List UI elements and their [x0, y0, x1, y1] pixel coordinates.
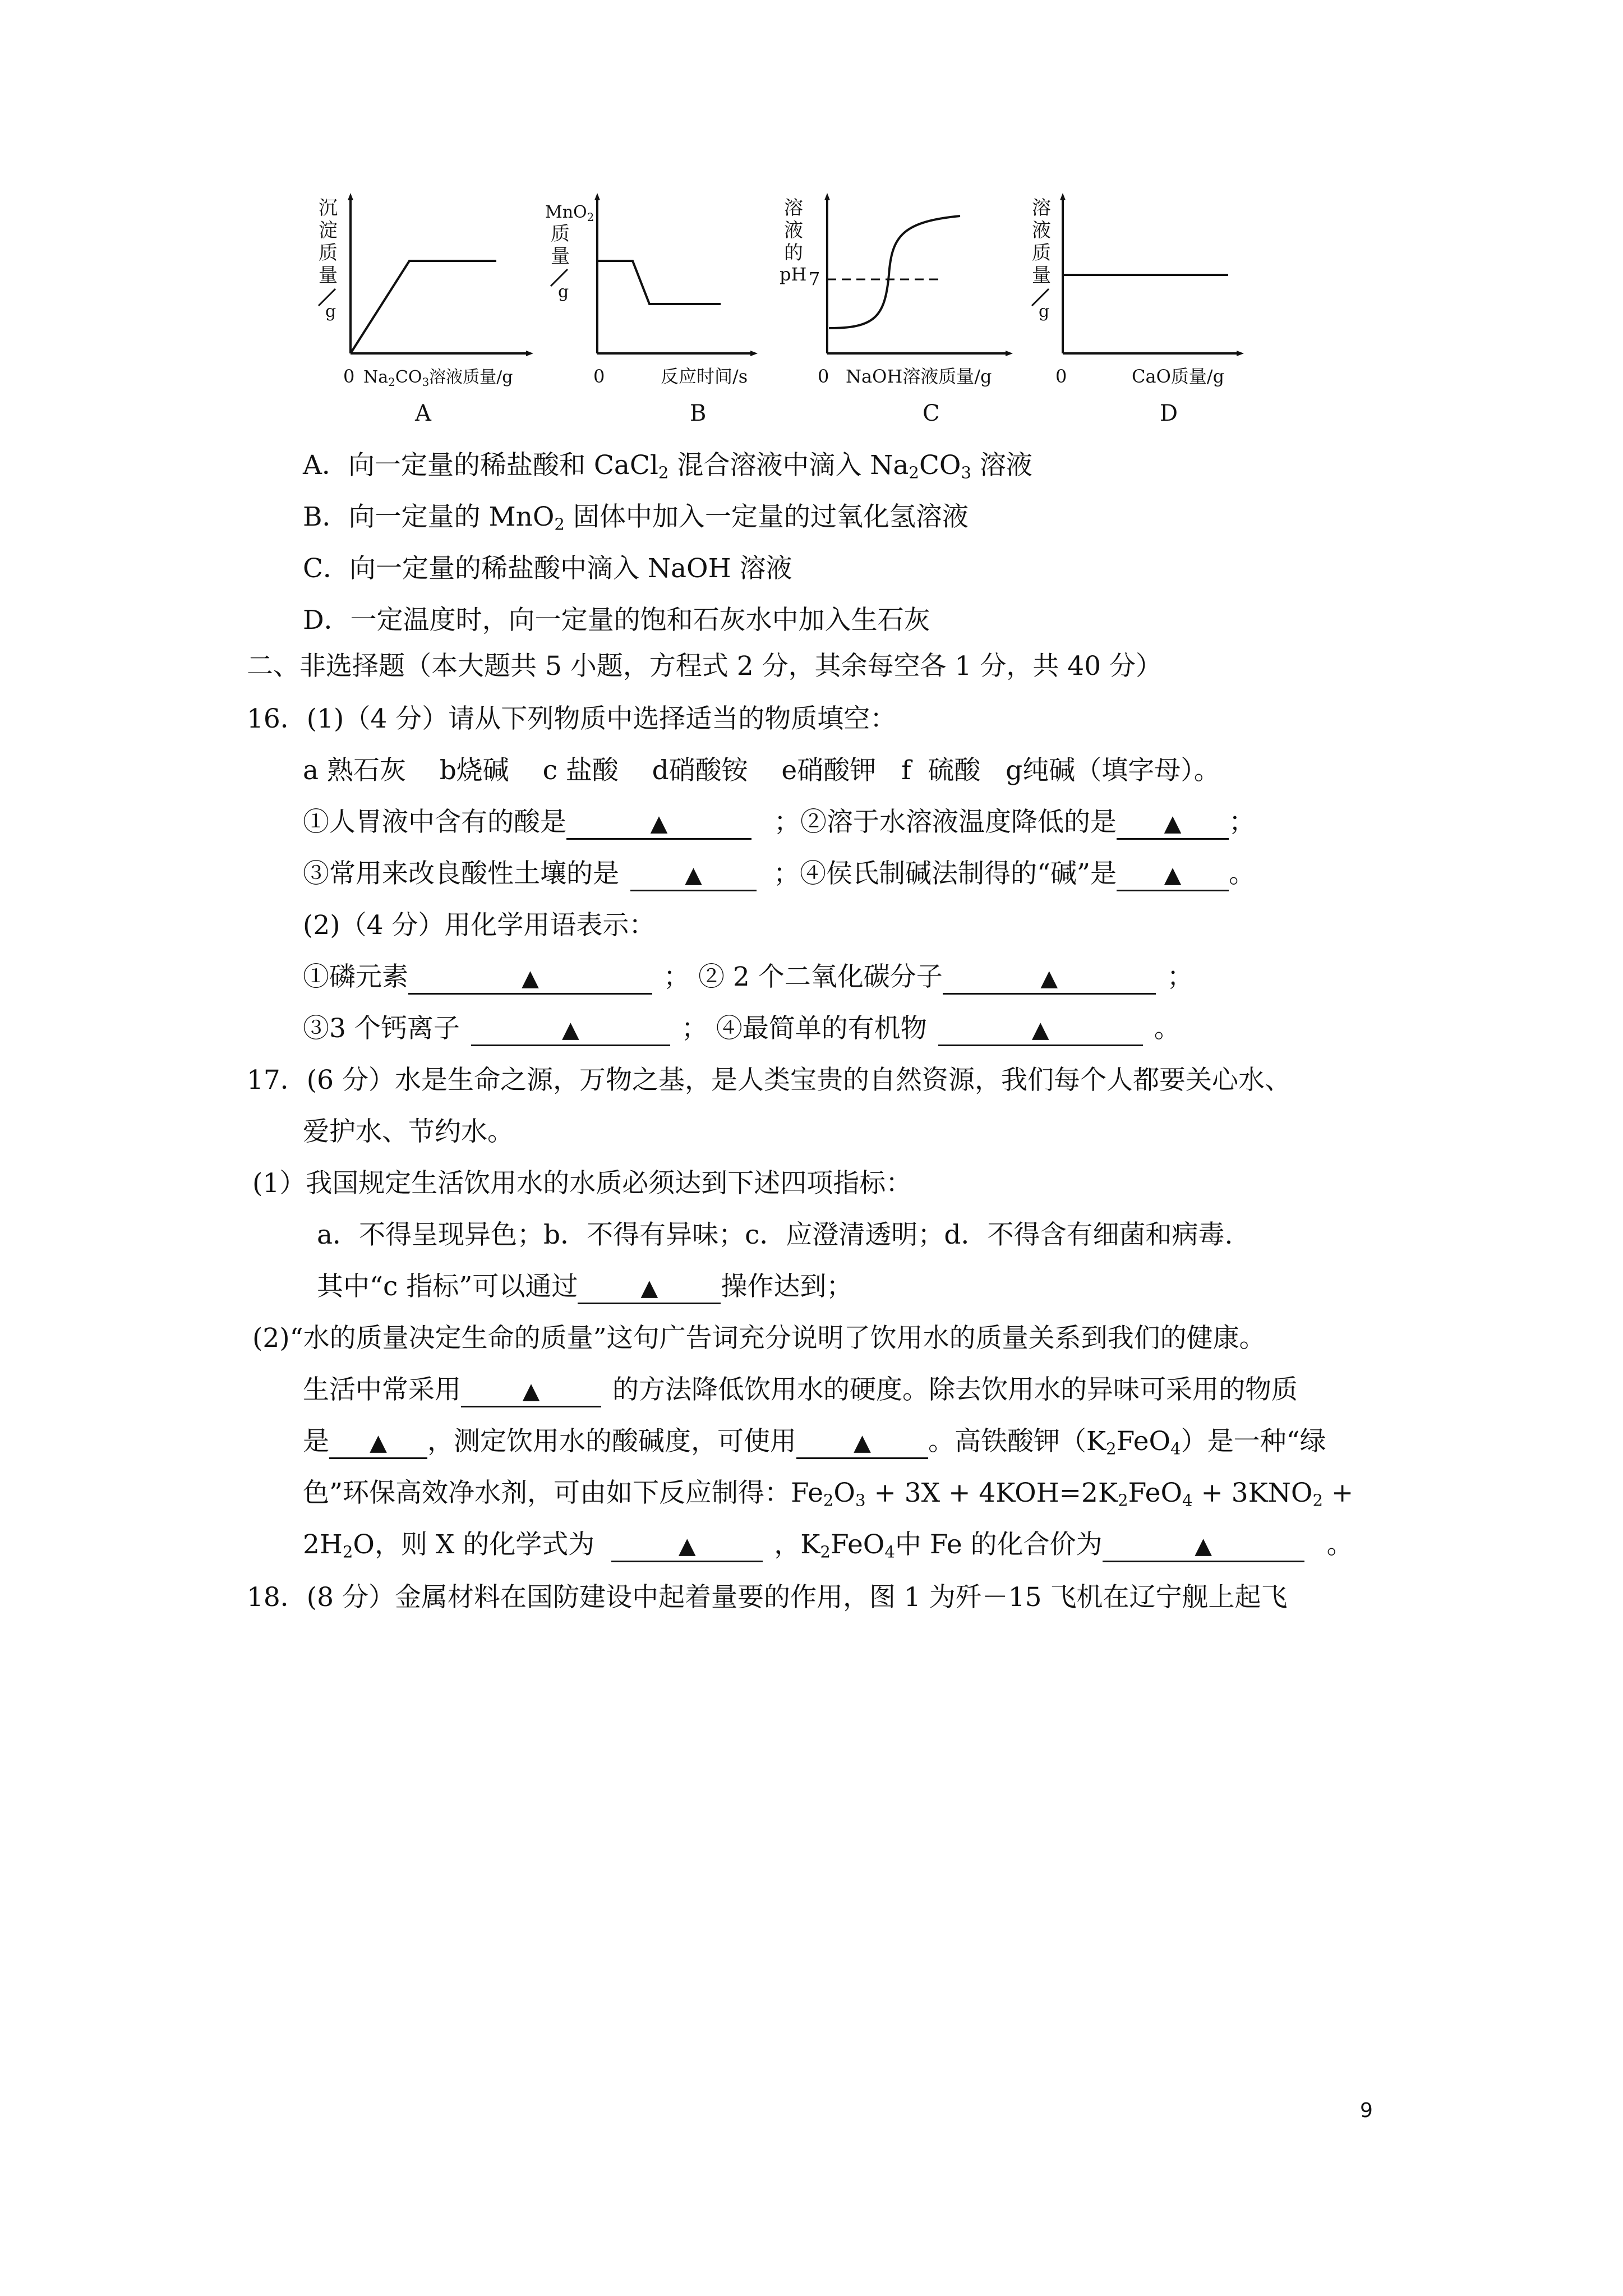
answer-blank[interactable]: ▲	[408, 963, 652, 995]
answer-blank[interactable]: ▲	[329, 1427, 427, 1459]
graph-a-letter: A	[415, 401, 431, 426]
graph-a-xlabel: $Na_2CO_3$溶液质量/g	[363, 367, 513, 389]
answer-blank[interactable]: ▲	[1117, 859, 1229, 891]
graph-c	[780, 196, 1009, 426]
graph-c-origin: 0	[818, 366, 829, 387]
graph-a	[319, 196, 530, 426]
answer-blank[interactable]: ▲	[578, 1272, 721, 1304]
answer-blank[interactable]: ▲	[1117, 808, 1229, 840]
q17-part1-criteria: a．不得呈现异色；b．不得有异味；c．应澄清透明；d．不得含有细菌和病毒.	[317, 1220, 1233, 1250]
graph-b-xlabel: 反应时间/s	[661, 366, 748, 387]
answer-blank[interactable]: ▲	[1103, 1530, 1304, 1562]
q16-line4: ③3 个钙离子 ▲ ； ④最简单的有机物 ▲ 。	[303, 1012, 1181, 1046]
q17-head-1: 17．(6 分）水是生命之源，万物之基，是人类宝贵的自然资源，我们每个人都要关心水、	[247, 1065, 1291, 1096]
answer-blank[interactable]: ▲	[461, 1375, 601, 1407]
q17-part2-line3: 色”环保高效净水剂，可由如下反应制得：$Fe_2O_3 + 3X + 4KOH=2K_2FeO_4 + 3KNO_2$ +	[303, 1478, 1354, 1510]
graph-b-yunit: g	[558, 282, 569, 302]
graph-a-ylabel-4: 量	[319, 264, 338, 287]
q17-part1-head: (1）我国规定生活饮用水的水质必须达到下述四项指标：	[252, 1168, 912, 1199]
q16-line3: ①磷元素 ▲ ； ② 2 个二氧化碳分子 ▲ ；	[303, 960, 1193, 995]
graph-d-ylabel-2: 液	[1032, 219, 1051, 242]
q17-head-2: 爱护水、节约水。	[303, 1116, 514, 1147]
graph-d-ylabel-4: 量	[1032, 264, 1051, 287]
option-d: D．一定温度时，向一定量的饱和石灰水中加入生石灰	[303, 605, 930, 636]
q17-part2-line4: $2H_2O$，则 X 的化学式为 ▲ ，$K_2FeO_4$中 Fe 的化合价为 ▲ 。	[303, 1529, 1353, 1562]
graph-d-yunit: g	[1039, 302, 1050, 321]
graph-d-ylabel-3: 质	[1032, 242, 1051, 264]
q17-part2-line2: 是 ▲ ，测定饮用水的酸碱度，可使用 ▲ 。高铁酸钾$(K_2FeO_4)$是一种“绿	[303, 1426, 1326, 1458]
graph-c-letter: C	[923, 401, 940, 426]
graph-d-letter: D	[1160, 401, 1178, 426]
answer-blank[interactable]: ▲	[630, 859, 757, 891]
graph-b-ylabel-top: MnO$_2$	[545, 203, 594, 224]
graph-c-ylabel-2: 液	[784, 219, 803, 242]
graph-d-xlabel: CaO质量/g	[1132, 366, 1225, 387]
graph-a-ylabel-3: 质	[319, 242, 338, 264]
q16-head: 16．(1)（4 分）请从下列物质中选择适当的物质填空：	[247, 703, 897, 734]
graph-a-origin: 0	[343, 366, 355, 387]
q17-part2-head: (2)“水的质量决定生命的质量”这句广告词充分说明了饮用水的质量关系到我们的健康。	[252, 1323, 1266, 1354]
graph-a-ylabel-1: 沉	[319, 197, 338, 219]
graph-a-ylabel-2: 淀	[319, 219, 338, 242]
answer-blank[interactable]: ▲	[938, 1014, 1143, 1046]
option-b: B．向一定量的 MnO$_2$ 固体中加入一定量的过氧化氢溶液	[303, 501, 969, 534]
graph-d-ylabel-1: 溶	[1032, 197, 1051, 219]
graph-c-curve	[829, 216, 960, 328]
graph-b-ylabel-1: 质	[551, 223, 570, 245]
graph-d	[1032, 196, 1241, 426]
option-c: C．向一定量的稀盐酸中滴入 NaOH 溶液	[303, 553, 792, 584]
graph-a-curve	[351, 261, 496, 353]
option-a: A．向一定量的稀盐酸和 CaCl$_2$ 混合溶液中滴入 $Na_2CO_3$ 溶液	[303, 450, 1032, 482]
graph-b-ylabel-2: 量	[551, 245, 570, 268]
answer-blank[interactable]: ▲	[471, 1014, 670, 1046]
q17-part2-line1: 生活中常采用 ▲ 的方法降低饮用水的硬度。除去饮用水的异味可采用的物质	[303, 1373, 1298, 1407]
section-2-header: 二、非选择题（本大题共 5 小题，方程式 2 分，其余每空各 1 分，共 40 分）	[247, 651, 1163, 682]
graph-b	[545, 196, 754, 426]
graph-b-origin: 0	[593, 366, 605, 387]
q17-part1-question: 其中“c 指标”可以通过 ▲ 操作达到；	[317, 1270, 852, 1304]
graph-c-tick-7: 7	[809, 268, 820, 289]
graph-d-origin: 0	[1055, 366, 1067, 387]
graph-a-yunit: g	[325, 302, 336, 321]
graph-c-ylabel-3: 的	[784, 242, 803, 264]
answer-blank[interactable]: ▲	[943, 963, 1156, 995]
answer-blank[interactable]: ▲	[611, 1530, 763, 1562]
q16-line2: ③常用来改良酸性土壤的是 ▲ ；④侯氏制碱法制得的“碱”是 ▲ 。	[303, 857, 1255, 891]
graph-b-letter: B	[690, 401, 707, 426]
graph-c-ylabel-1: 溶	[784, 197, 803, 219]
answer-blank[interactable]: ▲	[566, 808, 751, 840]
q18-head: 18．(8 分）金属材料在国防建设中起着量要的作用，图 1 为歼－15 飞机在辽宁舰上起飞	[247, 1582, 1288, 1613]
q16-choices: a 熟石灰 b烧碱 c 盐酸 d硝酸铵 e硝酸钾 f 硫酸 g纯碱（填字母）。	[303, 755, 1220, 786]
answer-blank[interactable]: ▲	[796, 1427, 928, 1459]
graph-b-curve	[597, 261, 721, 304]
graph-c-xlabel: NaOH溶液质量/g	[846, 366, 992, 387]
option-graphs	[0, 0, 1623, 438]
q16-part2-head: (2)（4 分）用化学用语表示：	[303, 910, 656, 941]
page-number: 9	[1360, 2099, 1373, 2122]
graph-c-ylabel-ph: pH	[780, 264, 807, 285]
q16-line1: ①人胃液中含有的酸是 ▲ ；②溶于水溶液温度降低的是 ▲ ；	[303, 806, 1255, 840]
